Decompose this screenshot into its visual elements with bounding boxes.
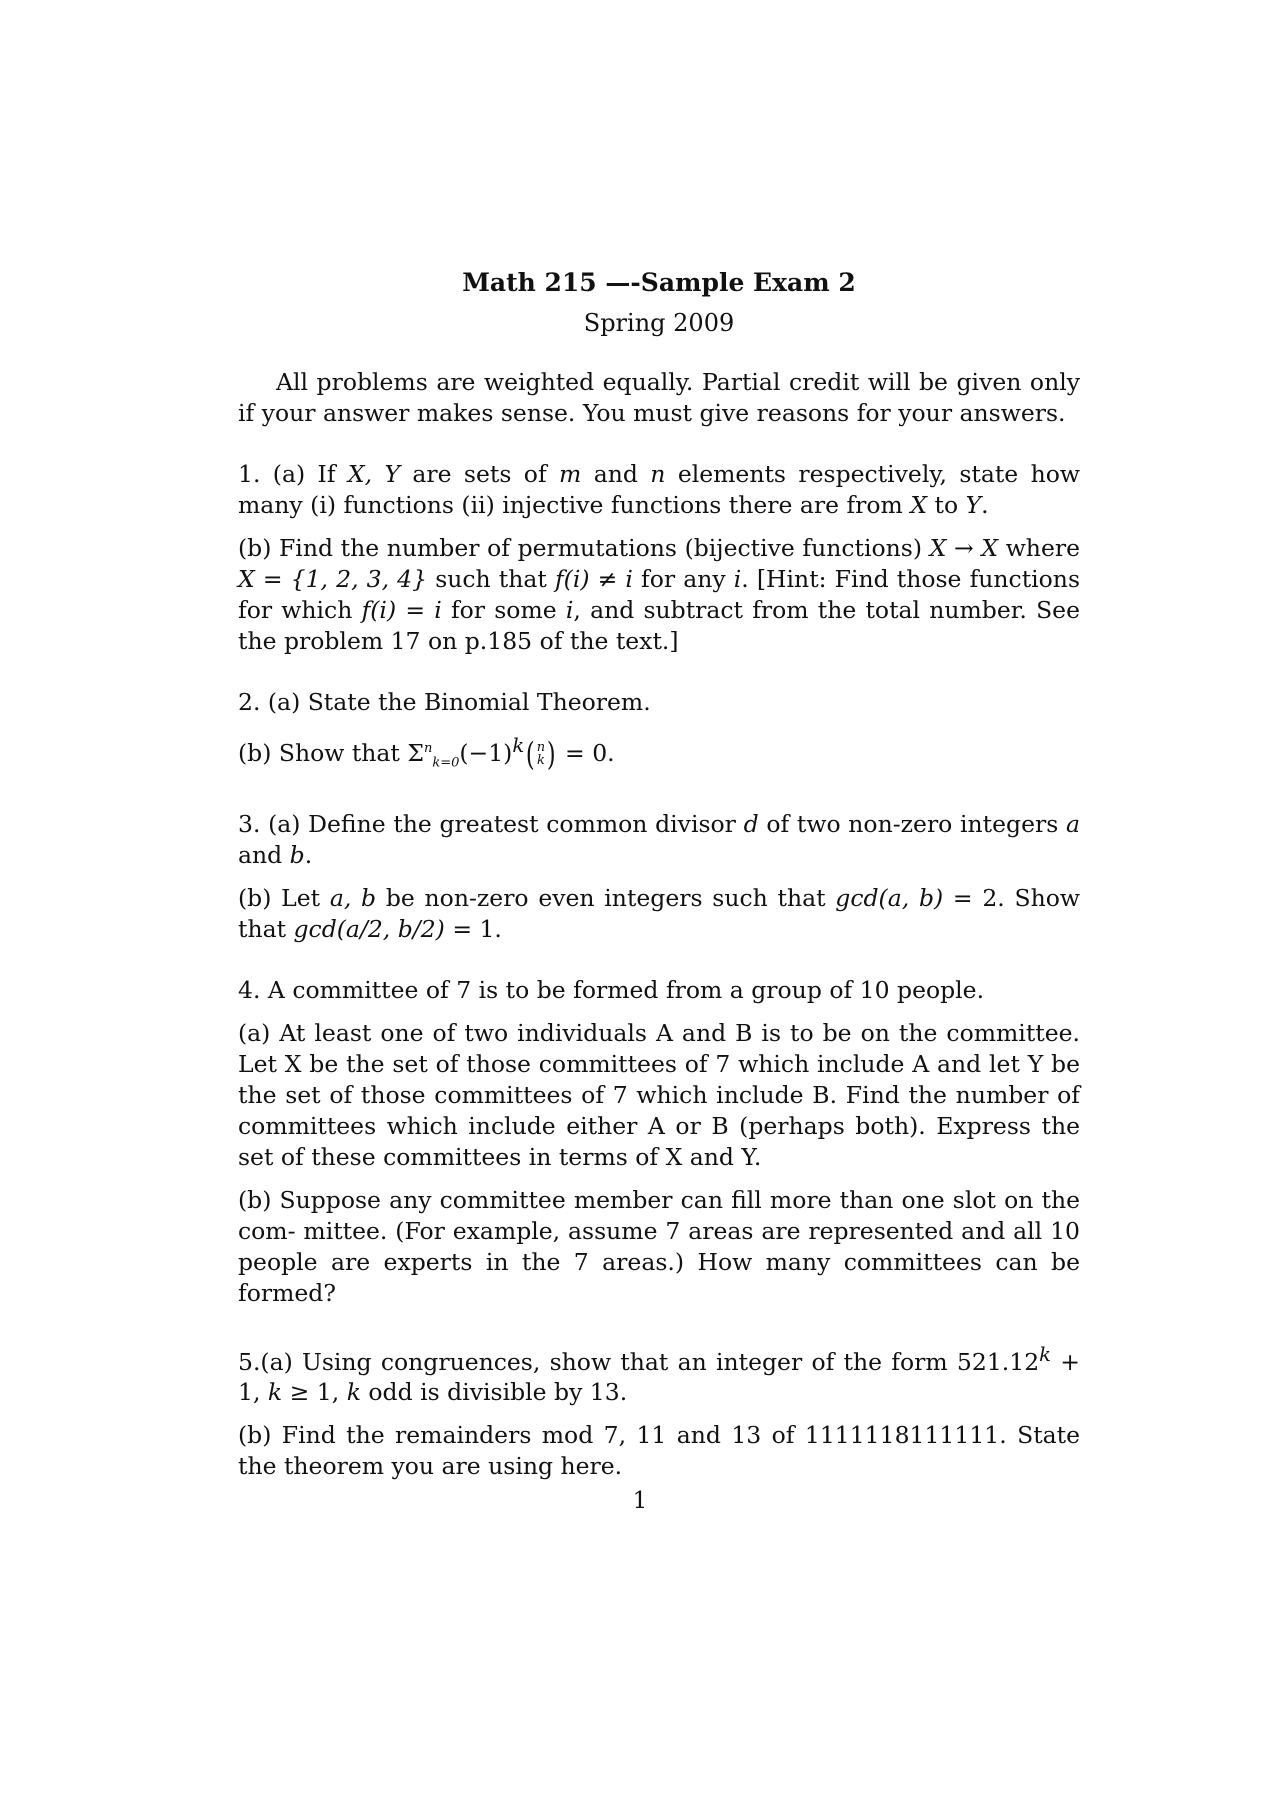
math-expr: gcd(a, b) bbox=[835, 883, 944, 912]
math-expr: X bbox=[910, 491, 928, 519]
problem-5 bbox=[238, 1339, 1080, 1483]
text: 3. (a) Define the greatest common divisor bbox=[238, 809, 744, 838]
math-expr: a, b bbox=[329, 883, 377, 912]
text: . bbox=[981, 491, 989, 519]
math-expr: f(i) ≠ i bbox=[554, 565, 633, 593]
text: be non-zero even integers such that bbox=[376, 883, 836, 912]
problem-2 bbox=[238, 687, 1080, 779]
problem-1 bbox=[238, 459, 1080, 657]
text: 5.(a) Using congruences, show that an integer of the form 521.12 bbox=[238, 1347, 1040, 1376]
text: for some bbox=[441, 596, 566, 624]
text: (b) Show that bbox=[238, 738, 408, 767]
problem-2a: 2. (a) State the Binomial Theorem. bbox=[238, 688, 651, 716]
problem-4a: (a) At least one of two individuals A and B is to be on the committee. Let X be the set of those committees of 7 which include A and let Y be the set of those committees of 7 which include B. Find the number of committees which include either A or B (perhaps both). Express the set of these committees in terms of X and Y. bbox=[238, 1018, 1080, 1171]
text: where bbox=[998, 534, 1080, 562]
summation bbox=[407, 734, 557, 774]
text: are sets of bbox=[400, 460, 560, 488]
text: + 1, bbox=[238, 1347, 1080, 1407]
text: of two non-zero integers bbox=[758, 809, 1066, 838]
problem-4b: (b) Suppose any committee member can fill more than one slot on the com- mittee. (For example, assume 7 areas are represented and all 10 people are experts in the 7 areas.) How many committees can be formed? bbox=[238, 1185, 1080, 1307]
binom-bottom: k bbox=[536, 753, 545, 769]
math-expr: (−1) bbox=[459, 738, 513, 767]
page-number: 1 bbox=[632, 1488, 648, 1514]
problem-3b bbox=[238, 883, 1080, 945]
math-expr: i bbox=[733, 565, 742, 593]
problem-1b bbox=[238, 533, 1080, 657]
math-expr: a bbox=[1065, 809, 1080, 838]
text: . [Hint: Find those functions for which bbox=[238, 565, 1081, 624]
text: odd is divisible by 13. bbox=[360, 1378, 628, 1407]
text: = 2. Show that bbox=[238, 883, 1080, 943]
text: , and subtract from the total number. See the problem 17 on p.185 of the text.] bbox=[238, 596, 1080, 655]
math-expr: gcd(a/2, b/2) bbox=[293, 914, 445, 943]
math-expr: X, Y bbox=[347, 460, 401, 488]
binom-top: n bbox=[536, 740, 546, 756]
problem-4-intro: 4. A committee of 7 is to be formed from a group of 10 people. bbox=[238, 975, 985, 1004]
text: ≥ 1, bbox=[282, 1378, 347, 1407]
problem-3a bbox=[238, 809, 1080, 871]
exam-term: Spring 2009 bbox=[583, 309, 735, 337]
page-content bbox=[238, 268, 1080, 1482]
text: 1. (a) If bbox=[238, 460, 348, 488]
math-expr: k bbox=[346, 1378, 361, 1407]
problem-5b: (b) Find the remainders mod 7, 11 and 13 of 1111118111111. State the theorem you are using here. bbox=[238, 1421, 1080, 1481]
problem-3 bbox=[238, 809, 1080, 945]
problem-1a bbox=[238, 459, 1080, 521]
exponent: k bbox=[512, 734, 525, 757]
binomial-coefficient: ( n k ) bbox=[526, 735, 556, 774]
problem-2b bbox=[238, 730, 1080, 779]
text: . bbox=[304, 840, 313, 869]
exam-title: Math 215 —-Sample Exam 2 bbox=[462, 268, 856, 297]
text: for any bbox=[632, 565, 734, 593]
text: elements respectively, state how many (i) functions (ii) injective functions there are from bbox=[238, 460, 1080, 519]
text: (b) Let bbox=[238, 883, 330, 912]
math-expr: X = {1, 2, 3, 4} bbox=[238, 565, 428, 593]
math-expr: m bbox=[559, 460, 582, 488]
sigma-symbol: Σ bbox=[407, 738, 424, 767]
instructions: All problems are weighted equally. Partial credit will be given only if your answer makes sense. You must give reasons for your answers. bbox=[238, 368, 1080, 427]
math-expr: f(i) = i bbox=[361, 596, 442, 624]
problem-5a bbox=[238, 1339, 1080, 1409]
math-expr: b bbox=[289, 840, 305, 869]
exponent: k bbox=[1039, 1342, 1052, 1366]
text: and bbox=[581, 460, 651, 488]
math-expr: X → X bbox=[929, 534, 999, 562]
math-expr: i bbox=[565, 596, 574, 624]
math-expr: d bbox=[743, 809, 759, 838]
sum-lower-limit: k=0 bbox=[432, 755, 460, 771]
text: = 0. bbox=[557, 738, 615, 767]
math-expr: n bbox=[650, 460, 666, 488]
math-expr: k bbox=[267, 1378, 283, 1407]
text: such that bbox=[427, 565, 555, 593]
sum-upper-limit: n bbox=[423, 741, 433, 756]
math-expr: Y bbox=[965, 491, 982, 519]
problem-4 bbox=[238, 975, 1080, 1309]
text: = 1. bbox=[444, 914, 502, 943]
text: (b) Find the number of permutations (bijective functions) bbox=[238, 534, 930, 562]
text: to bbox=[927, 491, 966, 519]
text: and bbox=[238, 840, 290, 869]
